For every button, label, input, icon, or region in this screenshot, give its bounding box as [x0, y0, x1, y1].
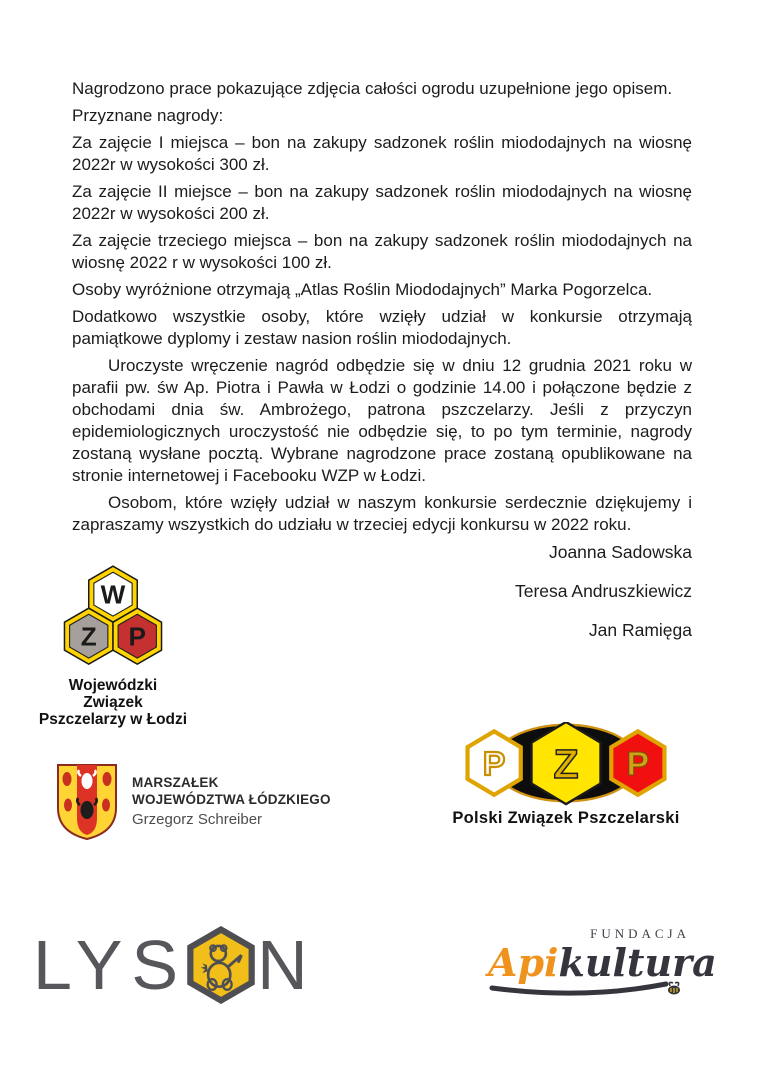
signature-name: Jan Ramięga	[588, 620, 692, 640]
paragraph: Za zajęcie II miejsce – bon na zakupy sadzonek roślin miododajnych na wiosnę 2022r w wysokości 200 zł.	[72, 182, 692, 223]
paragraph: Za zajęcie trzeciego miejsca – bon na zakupy sadzonek roślin miododajnych na wiosnę 2022 r w wysokości 100 zł.	[72, 231, 692, 272]
marshal-title-line2: WOJEWÓDZTWA ŁÓDZKIEGO	[132, 792, 331, 807]
apikultura-logo	[488, 916, 717, 1000]
paragraph: Dodatkowo wszystkie osoby, które wzięły udział w konkursie otrzymają pamiątkowe dyplomy i zestaw nasion roślin miododajnych.	[72, 307, 692, 348]
wzp-caption	[38, 677, 188, 728]
pzp-letter-p1: P	[482, 746, 506, 784]
pzp-letter-p2: P	[626, 746, 650, 784]
paragraph: Uroczyste wręczenie nagród odbędzie się w dniu 12 grudnia 2021 roku w parafii pw. św Ap. Piotra i Pawła w Łodzi o godzinie 14.00 i połączone będzie z obchodami dnia św. Ambrożego, patrona pszczelarzy. Jeśli z przyczyn epidemiologicznych uroczystość nie odbędzie się, to po tym terminie, nagrody zostaną wysłane pocztą. Wybrane nagrodzone prace zostaną opublikowane na stronie internetowej i Facebooku WZP w Łodzi.	[72, 356, 692, 485]
pzp-caption: Polski Związek Pszczelarski	[452, 809, 680, 827]
apikultura-kultura-text: kultura	[558, 940, 717, 985]
wzp-letter-z: Z	[80, 621, 97, 652]
marshal-title-line1: MARSZAŁEK	[132, 775, 219, 790]
paragraph: Osoby wyróżnione otrzymają „Atlas Roślin Miododajnych” Marka Pogorzelca.	[72, 280, 653, 299]
marshal-text	[132, 774, 331, 830]
lyson-text-right: N	[257, 926, 308, 1004]
pzp-letter-z: Z	[553, 741, 579, 787]
pzp-emblem-icon	[446, 722, 686, 806]
apikultura-api-text: Api	[488, 940, 559, 985]
paragraph: Osobom, które wzięły udział w naszym konkursie serdecznie dziękujemy i zapraszamy wszystkich do udziału w trzeciej edycji konkursu w 2022 roku.	[72, 493, 692, 534]
apikultura-wordmark	[488, 940, 717, 985]
lodzkie-coat-of-arms-icon	[55, 762, 119, 842]
apikultura-fundacja-label: FUNDACJA	[590, 926, 690, 941]
signature-name: Teresa Andruszkiewicz	[514, 581, 692, 601]
lyson-text-left: LYS	[33, 926, 188, 1004]
lyson-logo	[33, 926, 308, 1004]
wzp-letter-p: P	[128, 621, 146, 652]
marshal-logo	[55, 762, 331, 842]
paragraph: Za zajęcie I miejsca – bon na zakupy sadzonek roślin miododajnych na wiosnę 2022r w wysokości 300 zł.	[72, 133, 692, 174]
wzp-logo	[38, 564, 188, 728]
wzp-caption-line2: Pszczelarzy w Łodzi	[38, 711, 188, 728]
paragraph: Przyznane nagrody:	[72, 106, 224, 125]
pzp-logo	[440, 722, 692, 828]
marshal-person-name: Grzegorz Schreiber	[132, 811, 263, 828]
wzp-hexagons-icon	[43, 564, 183, 671]
paragraph: Nagrodzono prace pokazujące zdjęcia całości ogrodu uzupełnione jego opisem.	[72, 79, 673, 98]
wzp-caption-line1: Wojewódzki Związek	[68, 677, 158, 711]
wzp-letter-w: W	[100, 579, 126, 610]
lyson-bear-hexagon-icon	[185, 926, 257, 1004]
signature-name: Joanna Sadowska	[548, 542, 692, 562]
